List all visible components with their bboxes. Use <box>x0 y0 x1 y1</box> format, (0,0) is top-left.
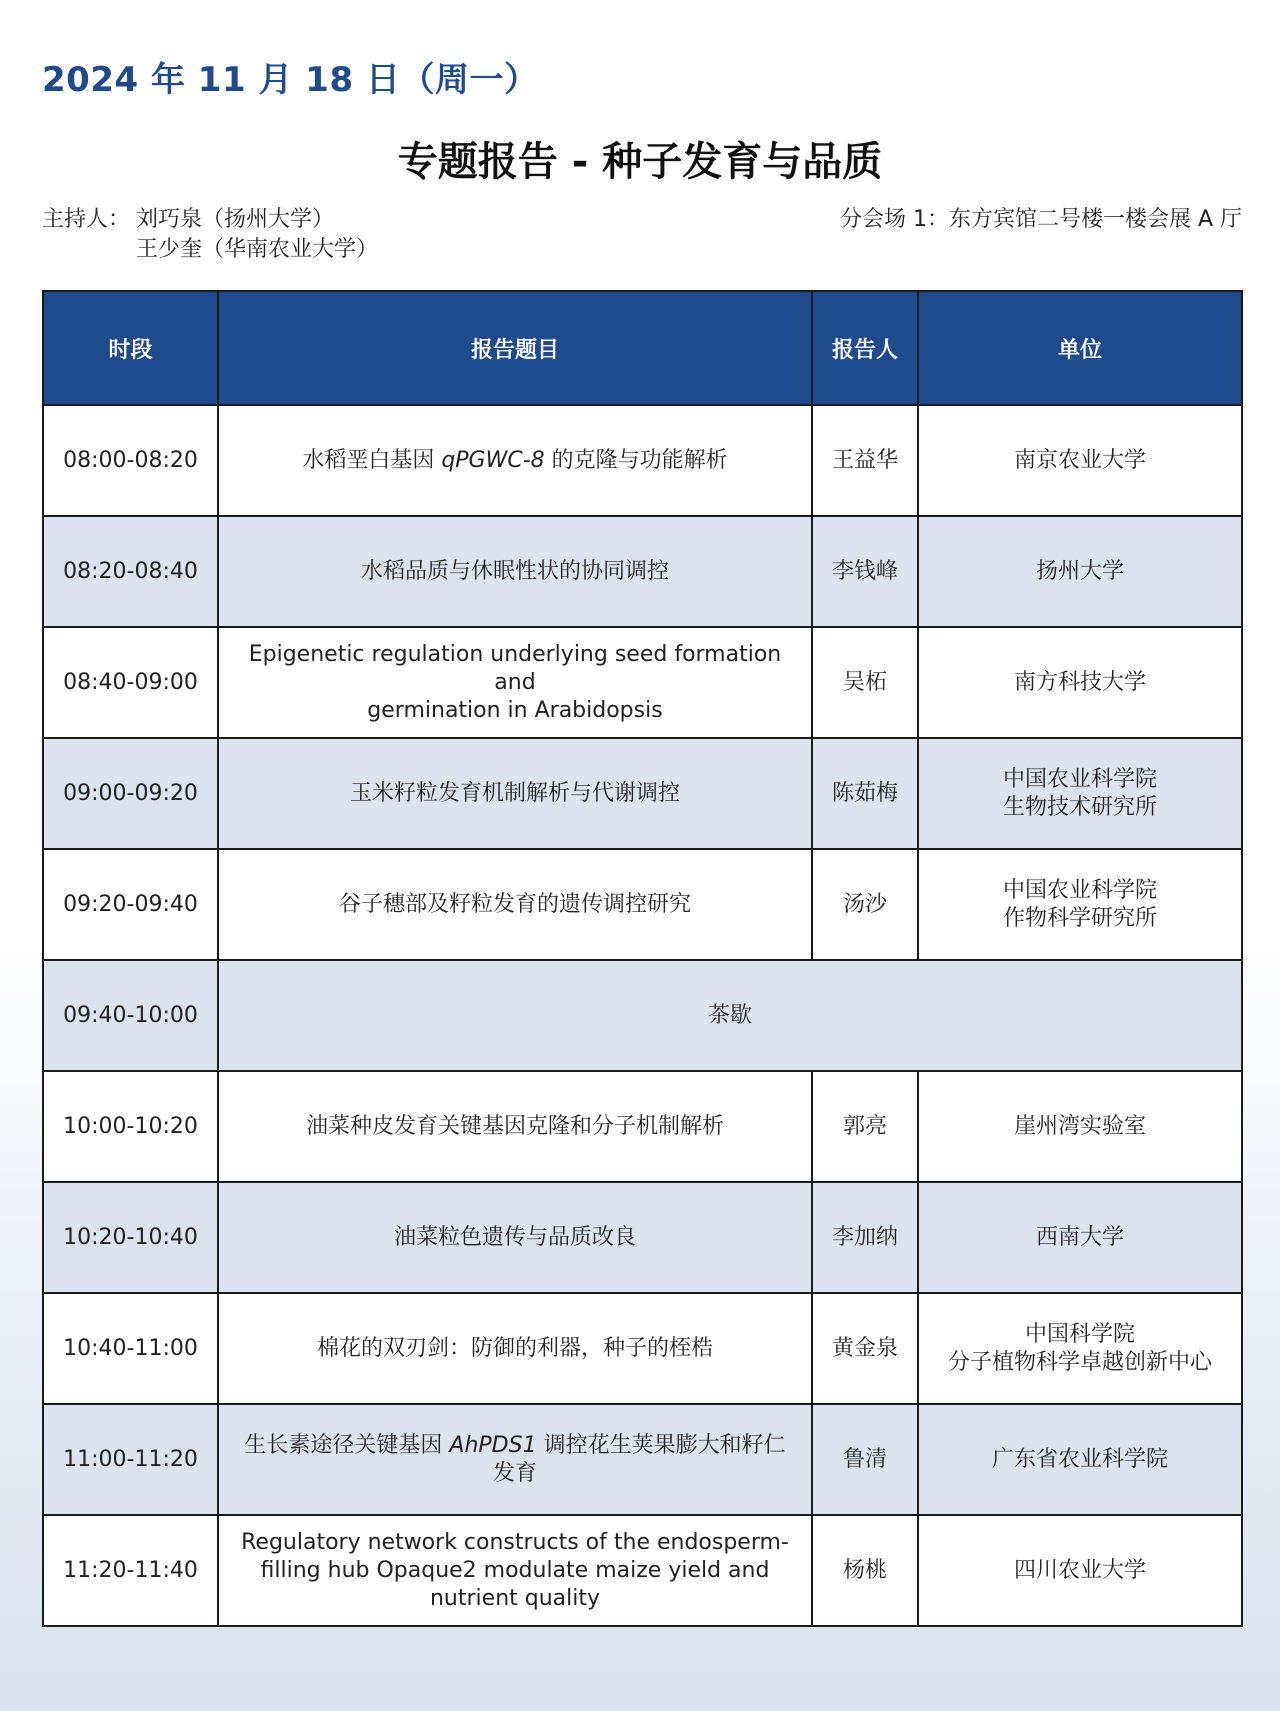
date-heading: 2024 年 11 月 18 日（周一） <box>42 60 539 100</box>
time-cell: 09:20-09:40 <box>43 849 218 960</box>
unit-cell: 广东省农业科学院 <box>918 1404 1242 1515</box>
table-header-row <box>43 291 1242 405</box>
time-cell: 11:00-11:20 <box>43 1404 218 1515</box>
unit-cell: 四川农业大学 <box>918 1515 1242 1626</box>
unit-cell: 中国农业科学院 作物科学研究所 <box>918 849 1242 960</box>
talk-title-text: 油菜粒色遗传与品质改良 <box>393 1224 636 1250</box>
break-label-cell: 茶歇 <box>218 960 1242 1071</box>
unit-cell: 南方科技大学 <box>918 627 1242 738</box>
time-cell: 09:00-09:20 <box>43 738 218 849</box>
hosts-label: 主持人： <box>42 207 131 232</box>
table-row <box>43 1404 1242 1515</box>
unit-cell: 扬州大学 <box>918 516 1242 627</box>
talk-title-text: 水稻垩白基因 <box>302 447 442 473</box>
speaker-cell: 杨桃 <box>812 1515 918 1626</box>
column-header-unit: 单位 <box>918 291 1242 405</box>
speaker-cell: 吴柘 <box>812 627 918 738</box>
talk-title-text: 生长素途径关键基因 <box>244 1432 450 1458</box>
table-row <box>43 516 1242 627</box>
talk-title-cell <box>218 405 812 516</box>
talk-title-cell <box>218 849 812 960</box>
speaker-cell: 鲁清 <box>812 1404 918 1515</box>
table-row <box>43 1293 1242 1404</box>
time-cell: 11:20-11:40 <box>43 1515 218 1626</box>
hosts-block <box>42 205 378 265</box>
speaker-cell: 郭亮 <box>812 1071 918 1182</box>
talk-title-text: 油菜种皮发育关键基因克隆和分子机制解析 <box>305 1113 724 1139</box>
talk-title-text: 玉米籽粒发育机制解析与代谢调控 <box>349 780 680 806</box>
table-row <box>43 738 1242 849</box>
unit-cell: 崖州湾实验室 <box>918 1071 1242 1182</box>
talk-title-cell <box>218 1293 812 1404</box>
table-row <box>43 405 1242 516</box>
speaker-cell: 王益华 <box>812 405 918 516</box>
talk-title-text: Epigenetic regulation underlying seed formation and germination in Arabidopsis <box>248 641 782 723</box>
speaker-cell: 陈茹梅 <box>812 738 918 849</box>
speaker-cell: 汤沙 <box>812 849 918 960</box>
speaker-cell: 李加纳 <box>812 1182 918 1293</box>
gene-name-italic: qPGWC-8 <box>441 447 545 473</box>
talk-title-text: 水稻品质与休眠性状的协同调控 <box>360 558 669 584</box>
host-name: 刘巧泉（扬州大学） <box>136 207 335 232</box>
talk-title-text: 棉花的双刃剑：防御的利器，种子的桎梏 <box>316 1335 713 1361</box>
speaker-cell: 黄金泉 <box>812 1293 918 1404</box>
gene-name-italic: AhPDS1 <box>449 1432 537 1458</box>
time-cell: 10:20-10:40 <box>43 1182 218 1293</box>
talk-title-cell <box>218 738 812 849</box>
table-row <box>43 1182 1242 1293</box>
talk-title-cell <box>218 1404 812 1515</box>
time-cell: 10:40-11:00 <box>43 1293 218 1404</box>
table-row <box>43 627 1242 738</box>
unit-cell: 南京农业大学 <box>918 405 1242 516</box>
unit-cell: 中国科学院 分子植物科学卓越创新中心 <box>918 1293 1242 1404</box>
venue-text: 分会场 1：东方宾馆二号楼一楼会展 A 厅 <box>839 207 1242 232</box>
speaker-cell: 李钱峰 <box>812 516 918 627</box>
talk-title-cell <box>218 1515 812 1626</box>
host-name: 王少奎（华南农业大学） <box>136 237 379 262</box>
table-row <box>43 849 1242 960</box>
talk-title-text: 谷子穗部及籽粒发育的遗传调控研究 <box>338 891 691 917</box>
break-row <box>43 960 1242 1071</box>
talk-title-cell <box>218 627 812 738</box>
table-row <box>43 1071 1242 1182</box>
talk-title-text: 的克隆与功能解析 <box>544 447 728 473</box>
column-header-speaker: 报告人 <box>812 291 918 405</box>
column-header-time: 时段 <box>43 291 218 405</box>
unit-cell: 西南大学 <box>918 1182 1242 1293</box>
time-cell: 08:00-08:20 <box>43 405 218 516</box>
talk-title-cell <box>218 1071 812 1182</box>
table-row <box>43 1515 1242 1626</box>
time-cell: 08:40-09:00 <box>43 627 218 738</box>
unit-cell: 中国农业科学院 生物技术研究所 <box>918 738 1242 849</box>
talk-title-text: 调控花生荚果膨大和籽仁 发育 <box>492 1432 786 1486</box>
column-header-title: 报告题目 <box>218 291 812 405</box>
page-title: 专题报告 - 种子发育与品质 <box>397 139 883 185</box>
time-cell: 09:40-10:00 <box>43 960 218 1071</box>
time-cell: 08:20-08:40 <box>43 516 218 627</box>
schedule-table <box>42 290 1243 1627</box>
time-cell: 10:00-10:20 <box>43 1071 218 1182</box>
talk-title-text: Regulatory network constructs of the endosperm- filling hub Opaque2 modulate maize yield and nutrient quality <box>241 1529 789 1611</box>
talk-title-cell <box>218 1182 812 1293</box>
talk-title-cell <box>218 516 812 627</box>
